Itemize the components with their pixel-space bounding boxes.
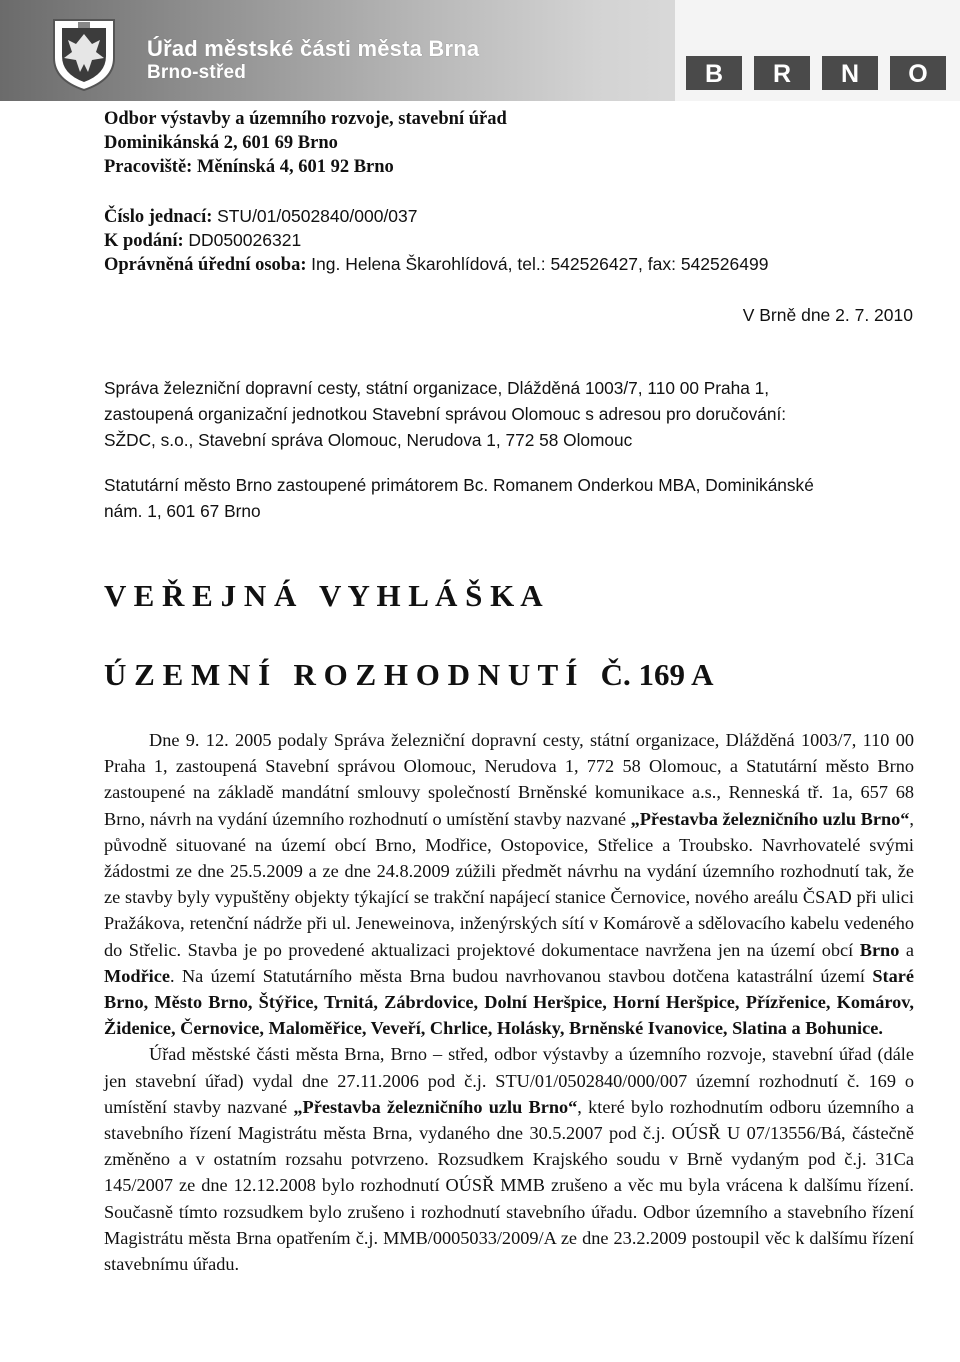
submission-label: K podání: [104,231,184,251]
body-text: a [899,939,915,960]
logo-letter: O [890,56,946,90]
body-text: , které bylo rozhodnutím odboru územního a stavebního řízení Magistrátu města Brna, vydaného dne 30.5.2007 pod č.j. OÚSŘ U 07/13556/Bá, částečně změněno a v ostatním rozsahu potvrzeno. Rozsudkem Krajského soudu v Brně vydaným pod č.j. 31Ca 145/2007 ze dne 12.12.2008 bylo rozhodnutí OÚSŘ MMB zrušeno a věc mu byla vrácena k dalšímu řízení. Současně tímto rozsudkem bylo zrušeno i rozhodnutí stavebního úřadu. Odbor územního a stavebního řízení Magistrátu města Brna opatřením č.j. MMB/0005033/2009/A ze dne 23.2.2009 postoupil věc k dalšímu řízení stavebnímu úřadu. [104,1096,914,1275]
project-name: „Přestavba železničního uzlu Brno“ [630,808,910,829]
body-text: Dne 9. 12. 2005 podaly Správa železniční dopravní cesty, státní organizace, Dlážděná 1003/7, 110 00 Praha 1, zastoupená Stavební správou Olomouc, Nerudova 1, 772 58 Olomouc, a Statutární město Brno zastoupené na základě mandátní smlouvy společností Brněnské komunikace a.s., Renneská tř. 1a, 657 68 Brno, návrh na vydání územního rozhodnutí o umístění stavby nazvané [104,730,914,829]
cadastral-areas: Staré Brno, Město Brno, Štýřice, Trnitá, Zábrdovice, Dolní Heršpice, Horní Heršpice, Přízřenice, Komárov, Židenice, Černovice, Maloměřice, Veveří, Chrlice, Holásky, Brněnské Ivanovice, Slatina a Bohunice. [104,965,914,1039]
submission-number [104,228,301,253]
document-title: V E Ř E J N Á V Y H L Á Š K A [104,578,543,613]
municipality-modrice: Modřice [104,965,170,986]
office-district: Brno-střed [147,62,247,83]
body-text: , původně situované na území obcí Brno, Modřice, Ostopovice, Střelice a Troubsko. Navrhovatelé svými žádostmi ze dne 25.5.2009 a ze dne 24.8.2009 zúžili předmět návrhu na vydání územního rozhodnutí tak, že ze stavby byly vypuštěny objekty týkající se trakční napájecí stanice Černovice, nového areálu ČSAD při ulici Pražákova, retenční nádrže při ul. Jeneweinova, inženýrských sítí v Komárově a sdělovacího kabelu vedeného do Střelic. Stavba je po provedené aktualizaci projektové dokumentace navržena jen na území obcí [104,808,914,960]
party-1-line: Správa železniční dopravní cesty, státní organizace, Dlážděná 1003/7, 110 00 Praha 1, [104,378,770,398]
official-person [104,252,768,277]
municipality-brno: Brno [859,939,900,960]
brno-logo [675,0,960,101]
submission-value: DD050026321 [188,230,302,250]
sender-address: Dominikánská 2, 601 69 Brno [104,133,338,153]
reference-number-label: Číslo jednací: [104,207,213,227]
party-2-line: Statutární město Brno zastoupené primátorem Bc. Romanem Onderkou MBA, Dominikánské [104,475,814,495]
logo-letter: B [686,56,742,90]
body-paragraph-1 [104,727,914,1041]
project-name: „Přestavba železničního uzlu Brno“ [293,1096,578,1117]
official-person-value: Ing. Helena Škarohlídová, tel.: 542526427, fax: 542526499 [311,254,769,274]
official-person-label: Oprávněná úřední osoba: [104,255,307,275]
document-body [104,727,914,1277]
body-paragraph-2 [104,1041,914,1277]
sender-department: Odbor výstavby a územního rozvoje, stavební úřad [104,109,507,129]
sender-workplace: Pracoviště: Měnínská 4, 601 92 Brno [104,157,394,177]
decision-title: Ú Z E M N Í R O Z H O D N U T Í Č. 169 A [104,657,714,692]
body-text: Úřad městské části města Brna, Brno – střed, odbor výstavby a územního rozvoje, stavební úřad (dále jen stavební úřad) vydal dne 27.11.2006 pod č.j. STU/01/0502840/000/007 územní rozhodnutí č. 169 o umístění stavby nazvané [104,1044,914,1117]
logo-letter: N [822,56,878,90]
party-1 [104,375,914,453]
header-banner [0,0,960,101]
reference-number [104,204,418,229]
city-coat-of-arms-icon [48,14,120,92]
office-name: Úřad městské části města Brna [147,36,480,61]
party-1-line: zastoupená organizační jednotkou Stavební správou Olomouc s adresou pro doručování: [104,404,787,424]
party-2 [104,472,914,524]
reference-number-value: STU/01/0502840/000/037 [217,206,418,226]
party-2-line: nám. 1, 601 67 Brno [104,501,261,521]
document-date: V Brně dne 2. 7. 2010 [742,305,913,325]
body-text: . Na území Statutárního města Brna budou navrhovanou stavbou dotčena katastrální území [169,965,873,986]
party-1-line: SŽDC, s.o., Stavební správa Olomouc, Nerudova 1, 772 58 Olomouc [104,430,633,450]
logo-letter: R [754,56,810,90]
